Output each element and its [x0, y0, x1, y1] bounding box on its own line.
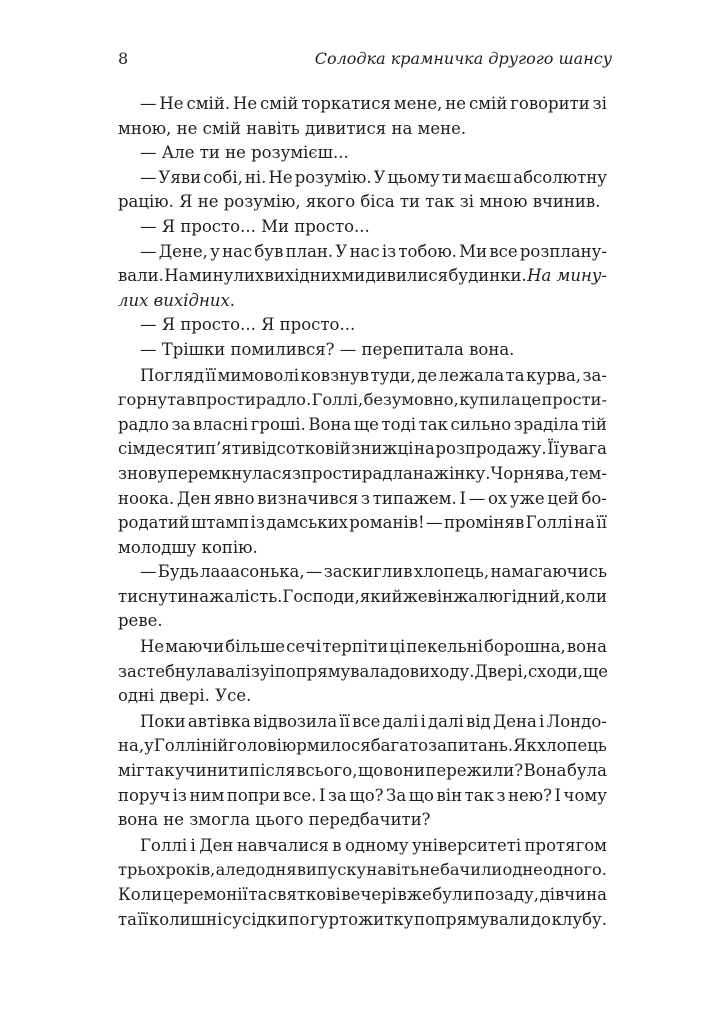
text-line: рацію. Я не розумію, якого біса ти так зі мною вчинив.	[118, 192, 601, 212]
text-line: реве.	[118, 611, 163, 631]
text-line: поруч із ним попри все. І за що? За що він так з нею? І чому	[118, 785, 607, 805]
text-line: лих вихідних.	[118, 290, 236, 310]
text-line: тиснути на жалість. Господи, який же він жалюгідний, коли	[118, 586, 608, 606]
text-line: молодшу копію.	[118, 537, 258, 557]
text-line: родатий штамп із дамських романів! — проміняв Голлі на її	[118, 513, 607, 533]
text-line: Поки автівка відвозила її все далі і далі від Дена і Лондо-	[140, 711, 607, 731]
text-line: мною, не смій навіть дивитися на мене.	[118, 118, 467, 138]
text-line: Коли церемонії та святкові вечері вже були позаду, дівчина	[118, 885, 607, 904]
text-line: Не маючи більше сечі терпіти ці пекельні борошна, вона	[140, 637, 607, 657]
text-line: — Але ти не розумієш...	[140, 143, 349, 163]
text-line: горнута в простирадло. Голлі, безумовно, купила це прости-	[118, 390, 607, 410]
running-head: Солодка крамничка другого шансу	[314, 49, 612, 68]
text-line: одні двері. Усе.	[118, 686, 252, 706]
text-line: знову перемкнулася з простирадла на жінку. Чорнява, тем-	[118, 463, 607, 483]
text-line: сімдесятип’ятивідсотковій знижці на розпродажу. Її увага	[118, 439, 607, 459]
text-line: Голлі і Ден навчалися в одному університеті протягом	[140, 835, 607, 855]
text-line: ноока. Ден явно визначився з типажем. І — ох уже цей бо-	[118, 488, 607, 508]
text-line: — Трішки помилився? — перепитала вона.	[140, 339, 515, 359]
page-number: 8	[118, 49, 129, 68]
text-line: — Уяви собі, ні. Не розумію. У цьому ти маєш абсолютну	[140, 167, 607, 187]
text-line: Погляд її мимоволі ковзнув туди, де лежала та курва, за-	[140, 365, 607, 385]
body-text	[118, 92, 607, 932]
text-line: трьох років, але до дня випуску навіть не бачили одне одного.	[118, 860, 607, 880]
text-line: радло за власні гроші. Вона ще тоді так сильно зраділа тій	[118, 414, 607, 434]
text-line: та її колишні сусідки по гуртожитку попрямували до клубу.	[118, 909, 607, 929]
text-line: міг так учинити після всього, що вони пережили? Вона була	[118, 761, 607, 781]
text-line: застебнула валізу і попрямувала до виходу. Двері, сходи, ще	[118, 661, 608, 681]
text-line: — Не смій. Не смій торкатися мене, не смій говорити зі	[140, 94, 607, 113]
text-line: на, у Голліній голові юрмилося багато запитань. Як хлопець	[118, 736, 607, 756]
text-line: вали. На минулих вихідних ми дивилися будинки. На мину-	[118, 264, 607, 289]
text-line: — Я просто... Ми просто...	[140, 216, 370, 236]
text-line: — Будь лааасонька, — заскиглив хлопець, намагаючись	[140, 562, 607, 582]
text-line: — Я просто... Я просто...	[140, 315, 356, 335]
text-line: вона не змогла цього передбачити?	[118, 810, 431, 830]
italic-phrase: лих вихідних	[118, 290, 230, 310]
italic-phrase: На мину-	[527, 266, 607, 286]
text-line: — Дене, у нас був план. У нас із тобою. Ми все розплану-	[140, 241, 607, 261]
